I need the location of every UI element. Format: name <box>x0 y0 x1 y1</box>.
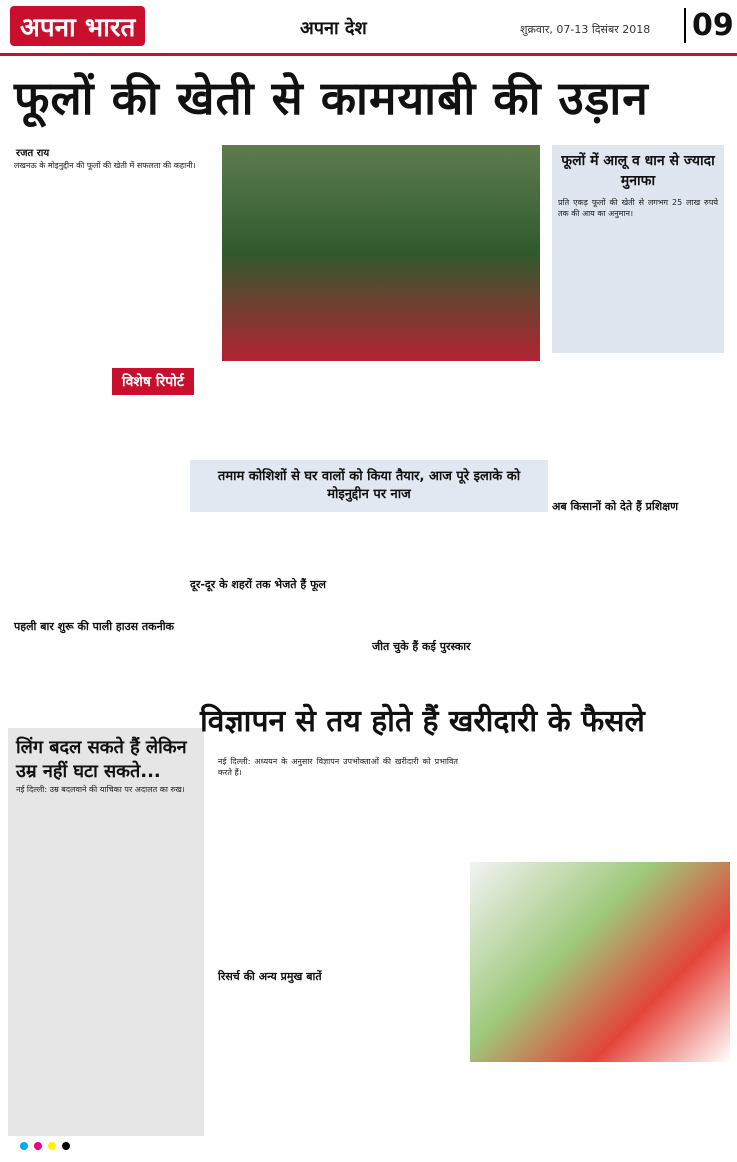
side-box-title: फूलों में आलू व धान से ज्यादा मुनाफा <box>561 153 715 189</box>
story-column-1: लखनऊ के मोइनुद्दीन की फूलों की खेती में सफलता की कहानी। <box>14 161 196 170</box>
subhead-1: पहली बार शुरू की पाली हाउस तकनीक <box>14 620 175 633</box>
sidebar-title: लिंग बदल सकते हैं लेकिन उम्र नहीं घटा सकते... <box>16 737 187 782</box>
subhead-2: दूर-दूर के शहरों तक भेजते हैं फूल <box>190 578 327 591</box>
black-dot <box>62 1142 70 1150</box>
side-box-text: प्रति एकड़ फूलों की खेती से लगभग 25 लाख रुपये तक की आय का अनुमान। <box>558 198 718 218</box>
section-title: अपना देश <box>300 18 367 39</box>
pull-quote: तमाम कोशिशों से घर वालों को किया तैयार, आज पूरे इलाके को मोइनुद्दीन पर नाज <box>190 460 548 512</box>
side-box <box>552 145 724 353</box>
masthead-logo: अपना भारत <box>10 6 145 46</box>
farmer-photo <box>222 145 540 361</box>
yellow-dot <box>48 1142 56 1150</box>
main-headline: फूलों की खेती से कामयाबी की उड़ान <box>14 71 649 125</box>
subhead-4: अब किसानों को देते हैं प्रशिक्षण <box>552 500 679 513</box>
color-registration-bar <box>0 1142 737 1152</box>
sidebar-story <box>8 728 204 1136</box>
cyan-dot <box>20 1142 28 1150</box>
magenta-dot <box>34 1142 42 1150</box>
shopping-cart-image <box>470 862 730 1062</box>
issue-date: शुक्रवार, 07-13 दिसंबर 2018 <box>520 23 651 36</box>
ad-subhead: रिसर्च की अन्य प्रमुख बातें <box>218 970 322 983</box>
special-report-badge: विशेष रिपोर्ट <box>112 368 194 395</box>
sidebar-text: नई दिल्ली: उम्र बदलवाने की याचिका पर अदालत का रुख। <box>16 785 185 794</box>
subhead-3: जीत चुके हैं कई पुरस्कार <box>372 640 471 653</box>
page-number: 09 <box>684 8 734 43</box>
ad-text: नई दिल्ली: अध्ययन के अनुसार विज्ञापन उपभोक्ताओं की खरीदारी को प्रभावित करते हैं। <box>218 757 458 777</box>
ad-headline: विज्ञापन से तय होते हैं खरीदारी के फैसले <box>200 704 645 739</box>
page-header <box>0 0 737 56</box>
byline: रजत राय <box>16 148 50 159</box>
